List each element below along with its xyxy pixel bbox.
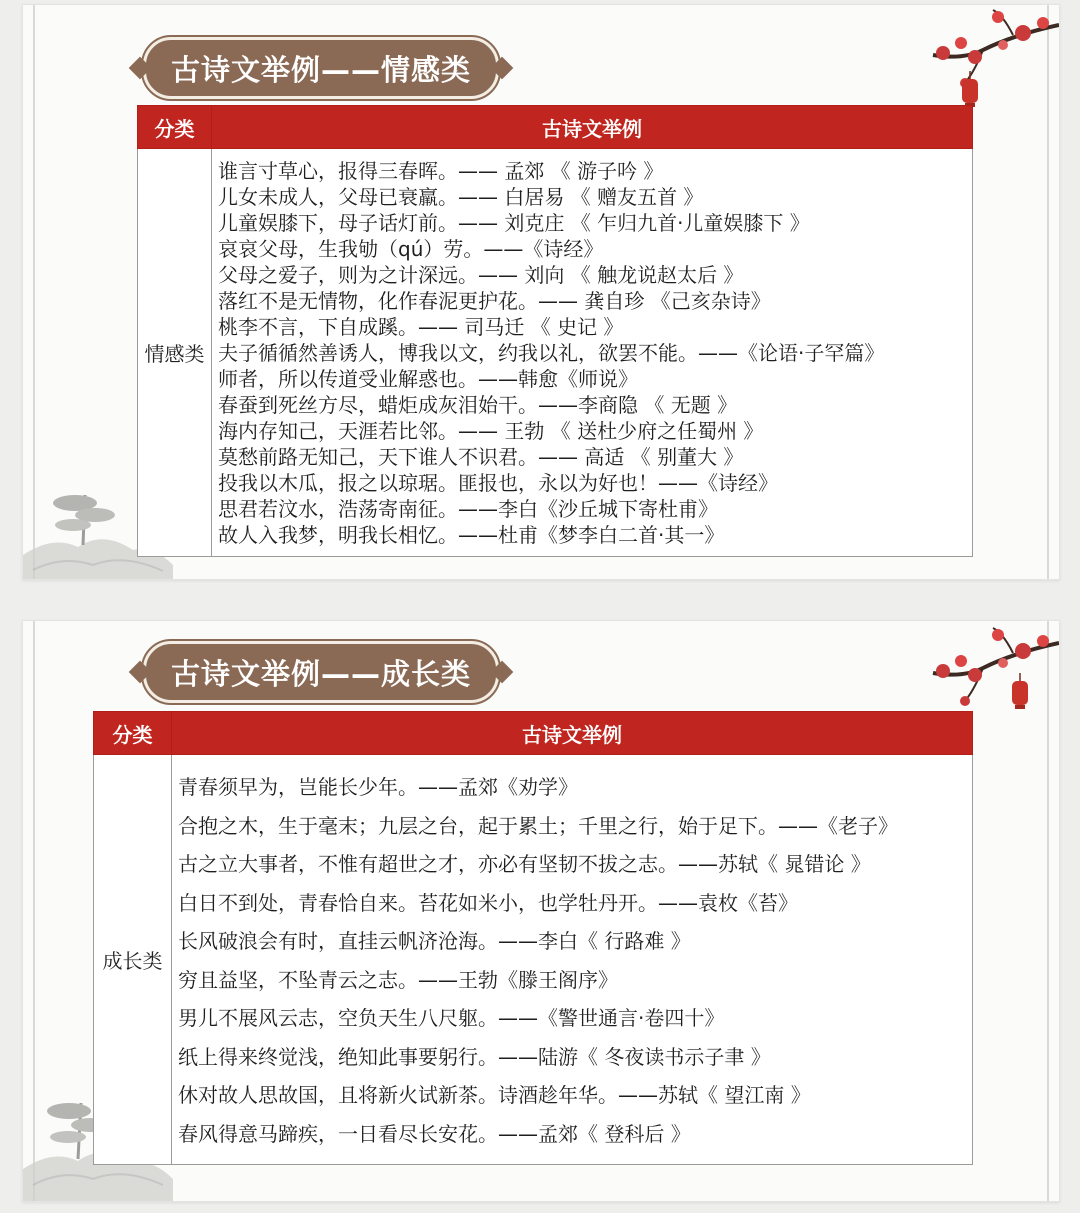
poem-line: 哀哀父母，生我劬（qú）劳。——《诗经》 — [218, 236, 604, 261]
examples-cell — [172, 755, 973, 1165]
red-lantern-decoration — [1009, 673, 1031, 713]
poem-line: 男儿不展风云志，空负天生八尺躯。——《警世通言·卷四十》 — [178, 1006, 725, 1030]
emotion-poem-table — [137, 105, 973, 557]
poem-line: 长风破浪会有时，直挂云帆济沧海。——李白《 行路难 》 — [178, 929, 691, 953]
section-title: 古诗文举例——成长类 — [170, 656, 471, 691]
examples-cell — [212, 149, 973, 557]
plum-blossom-branch — [903, 5, 1059, 115]
poem-line: 海内存知己，天涯若比邻。—— 王勃 《 送杜少府之任蜀州 》 — [218, 418, 764, 443]
emotion-section-card — [22, 4, 1060, 580]
banner-left-cap — [129, 661, 152, 684]
banner-right-cap — [491, 57, 514, 80]
poem-line: 落红不是无情物，化作春泥更护花。—— 龚自珍 《己亥杂诗》 — [218, 288, 771, 313]
poem-line: 谁言寸草心，报得三春晖。—— 孟郊 《 游子吟 》 — [218, 158, 664, 183]
poem-line: 纸上得来终觉浅，绝知此事要躬行。——陆游《 冬夜读书示子聿 》 — [178, 1044, 771, 1069]
poem-line: 儿女未成人，父母已衰羸。—— 白居易 《 赠友五首 》 — [218, 184, 704, 209]
poem-line: 桃李不言，下自成蹊。—— 司马迁 《 史记 》 — [218, 314, 624, 339]
poem-line: 春风得意马蹄疾，一日看尽长安花。——孟郊《 登科后 》 — [178, 1121, 691, 1146]
growth-section-card — [22, 620, 1060, 1202]
section-title-banner — [143, 37, 499, 99]
poem-line: 春蚕到死丝方尽，蜡炬成灰泪始干。——李商隐 《 无题 》 — [218, 392, 738, 417]
section-title: 古诗文举例——情感类 — [170, 52, 471, 87]
poem-line: 青春须早为，岂能长少年。——孟郊《劝学》 — [178, 775, 578, 799]
poem-line: 白日不到处，青春恰自来。苔花如米小，也学牡丹开。——袁枚《苔》 — [178, 890, 798, 915]
poem-line: 思君若汶水，浩荡寄南征。——李白《沙丘城下寄杜甫》 — [218, 496, 718, 521]
growth-poem-table — [93, 711, 973, 1165]
category-cell: 成长类 — [94, 755, 172, 1165]
category-cell: 情感类 — [138, 149, 212, 557]
poem-line: 合抱之木，生于毫末；九层之台，起于累土；千里之行，始于足下。——《老子》 — [178, 813, 898, 838]
poem-line: 穷且益坚，不坠青云之志。——王勃《滕王阁序》 — [178, 967, 618, 992]
category-column-header: 分类 — [138, 106, 212, 149]
banner-left-cap — [129, 57, 152, 80]
examples-column-header: 古诗文举例 — [172, 712, 973, 755]
poem-line: 莫愁前路无知己，天下谁人不识君。—— 高适 《 别董大 》 — [218, 444, 744, 469]
poem-line: 儿童娱膝下，母子话灯前。—— 刘克庄 《 乍归九首·儿童娱膝下 》 — [218, 210, 810, 235]
category-column-header: 分类 — [94, 712, 172, 755]
poem-line: 投我以木瓜，报之以琼琚。匪报也，永以为好也！——《诗经》 — [218, 470, 778, 495]
section-title-banner — [143, 641, 499, 703]
poem-line: 父母之爱子，则为之计深远。—— 刘向 《 触龙说赵太后 》 — [218, 262, 744, 287]
poem-line: 师者，所以传道受业解惑也。——韩愈《师说》 — [218, 366, 638, 391]
examples-column-header: 古诗文举例 — [212, 106, 973, 149]
poem-line: 故人入我梦，明我长相忆。——杜甫《梦李白二首·其一》 — [218, 522, 725, 547]
banner-right-cap — [491, 661, 514, 684]
poem-line: 夫子循循然善诱人，博我以文，约我以礼，欲罢不能。——《论语·子罕篇》 — [218, 340, 885, 365]
poem-line: 古之立大事者，不惟有超世之才，亦必有坚韧不拔之志。——苏轼《 晁错论 》 — [178, 852, 871, 876]
poem-line: 休对故人思故国，且将新火试新茶。诗酒趁年华。——苏轼《 望江南 》 — [178, 1083, 811, 1107]
